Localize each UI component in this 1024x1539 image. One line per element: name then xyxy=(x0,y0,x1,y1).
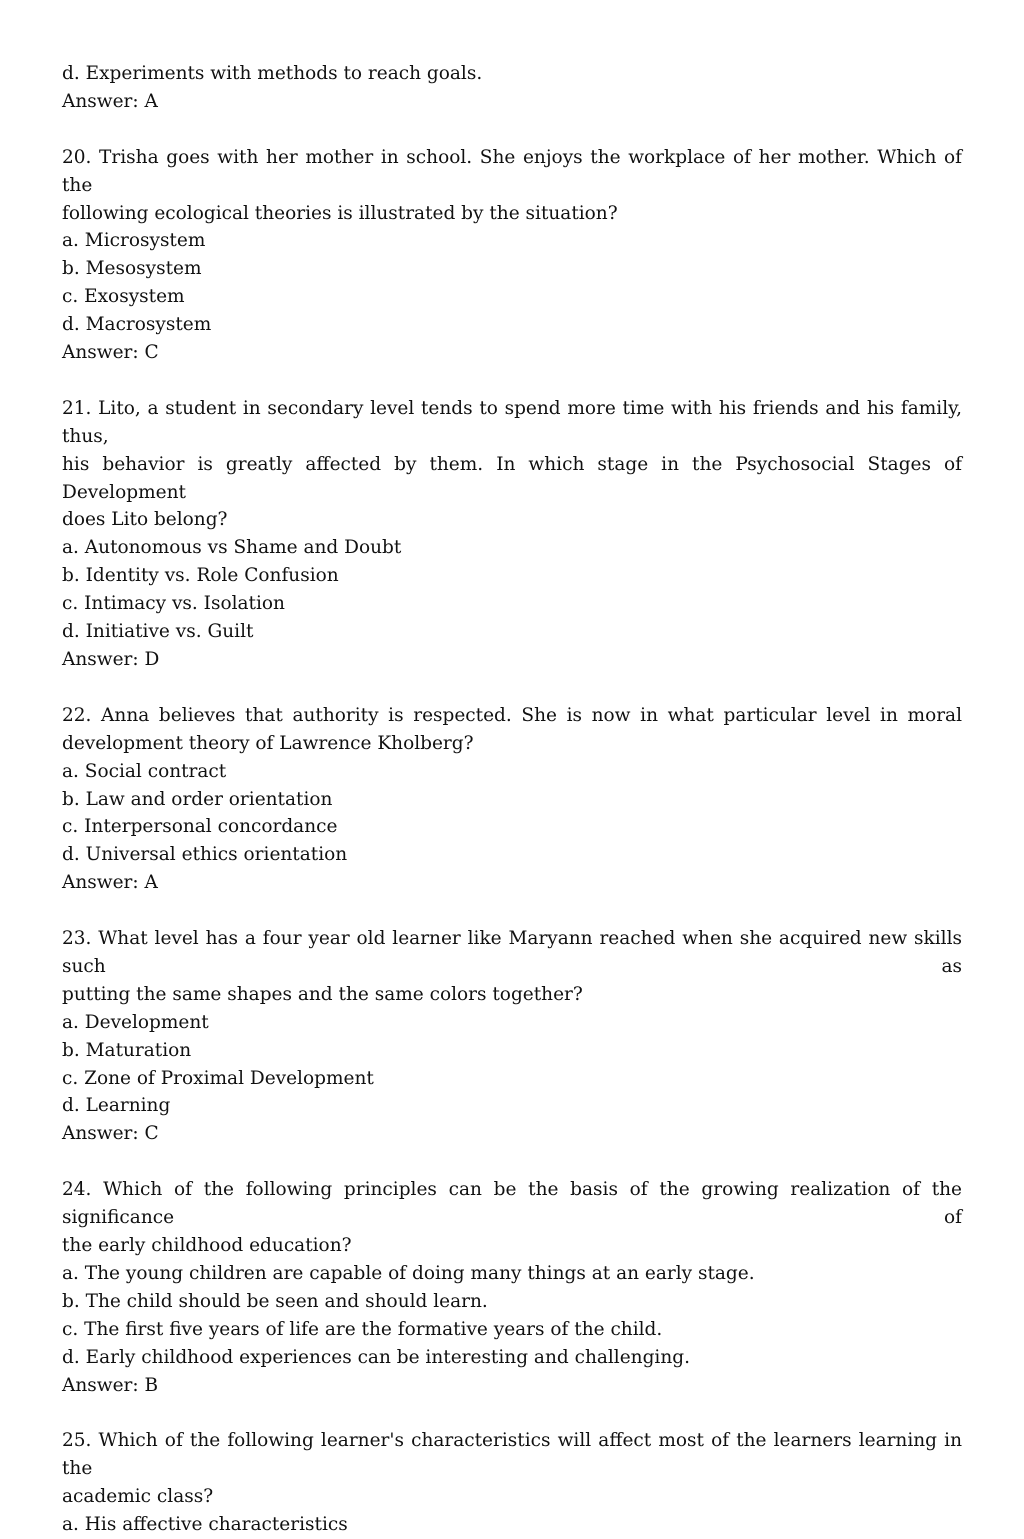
question-stem-line: 24. Which of the following principles can be the basis of the growing realization of the significance of xyxy=(62,1179,962,1229)
question-23 xyxy=(62,925,962,1148)
paragraph-gap xyxy=(62,1148,962,1176)
answer-text: Answer: D xyxy=(62,649,160,670)
option-text: c. Interpersonal concordance xyxy=(62,816,338,838)
question-22 xyxy=(62,702,962,897)
question-fragment xyxy=(62,60,962,116)
option-text: d. Universal ethics orientation xyxy=(62,844,348,866)
option-text: b. Maturation xyxy=(62,1039,192,1061)
option-text: c. Intimacy vs. Isolation xyxy=(62,593,285,615)
answer-text: Answer: A xyxy=(62,872,158,894)
option-text: a. Autonomous vs Shame and Doubt xyxy=(62,537,402,559)
option-text: a. Development xyxy=(62,1011,209,1033)
paragraph-gap xyxy=(62,674,962,702)
question-stem-line: 23. What level has a four year old learner like Maryann reached when she acquired new skills such as xyxy=(62,928,962,977)
question-stem-line: 22. Anna believes that authority is respected. She is now in what particular level in moral xyxy=(62,704,962,726)
option-text: a. The young children are capable of doing many things at an early stage. xyxy=(62,1262,755,1284)
question-stem-line: development theory of Lawrence Kholberg? xyxy=(62,732,474,754)
question-stem-line: does Lito belong? xyxy=(62,509,228,531)
paragraph-gap xyxy=(62,116,962,144)
option-text: a. Social contract xyxy=(62,760,227,782)
option-text: b. The child should be seen and should learn. xyxy=(62,1290,488,1312)
option-text: c. Exosystem xyxy=(62,286,185,308)
option-text: d. Experiments with methods to reach goals. xyxy=(62,63,483,84)
question-stem-line: the early childhood education? xyxy=(62,1234,352,1256)
option-text: c. Zone of Proximal Development xyxy=(62,1067,374,1089)
question-21 xyxy=(62,395,962,674)
question-24 xyxy=(62,1176,962,1399)
option-text: d. Early childhood experiences can be interesting and challenging. xyxy=(62,1346,690,1368)
question-stem-line: 25. Which of the following learner's characteristics will affect most of the learners learning in the xyxy=(62,1430,962,1480)
paragraph-gap xyxy=(62,1399,962,1427)
question-20 xyxy=(62,144,962,367)
question-stem-line: 21. Lito, a student in secondary level tends to spend more time with his friends and his family, thus, xyxy=(62,397,962,447)
option-text: d. Macrosystem xyxy=(62,314,212,336)
question-25 xyxy=(62,1427,962,1539)
option-text: a. Microsystem xyxy=(62,230,206,252)
question-stem-line: putting the same shapes and the same colors together? xyxy=(62,983,583,1005)
option-text: d. Learning xyxy=(62,1095,171,1117)
option-text: a. His affective characteristics xyxy=(62,1514,348,1536)
option-text: b. Identity vs. Role Confusion xyxy=(62,565,339,587)
answer-text: Answer: B xyxy=(62,1374,159,1396)
paragraph-gap xyxy=(62,367,962,395)
option-text: c. The first five years of life are the formative years of the child. xyxy=(62,1318,663,1340)
answer-text: Answer: C xyxy=(62,1123,159,1145)
answer-text: Answer: A xyxy=(62,90,158,112)
option-text: d. Initiative vs. Guilt xyxy=(62,621,254,643)
question-stem-line: his behavior is greatly affected by them. In which stage in the Psychosocial Stages of Development xyxy=(62,453,962,503)
option-text: b. Law and order orientation xyxy=(62,788,333,810)
question-stem-line: academic class? xyxy=(62,1486,214,1508)
question-stem-line: 20. Trisha goes with her mother in school. She enjoys the workplace of her mother. Which of the xyxy=(62,146,962,196)
option-text: b. Mesosystem xyxy=(62,258,202,280)
page-content xyxy=(62,60,962,1539)
question-stem-line: following ecological theories is illustrated by the situation? xyxy=(62,202,618,224)
paragraph-gap xyxy=(62,897,962,925)
answer-text: Answer: C xyxy=(62,342,159,364)
